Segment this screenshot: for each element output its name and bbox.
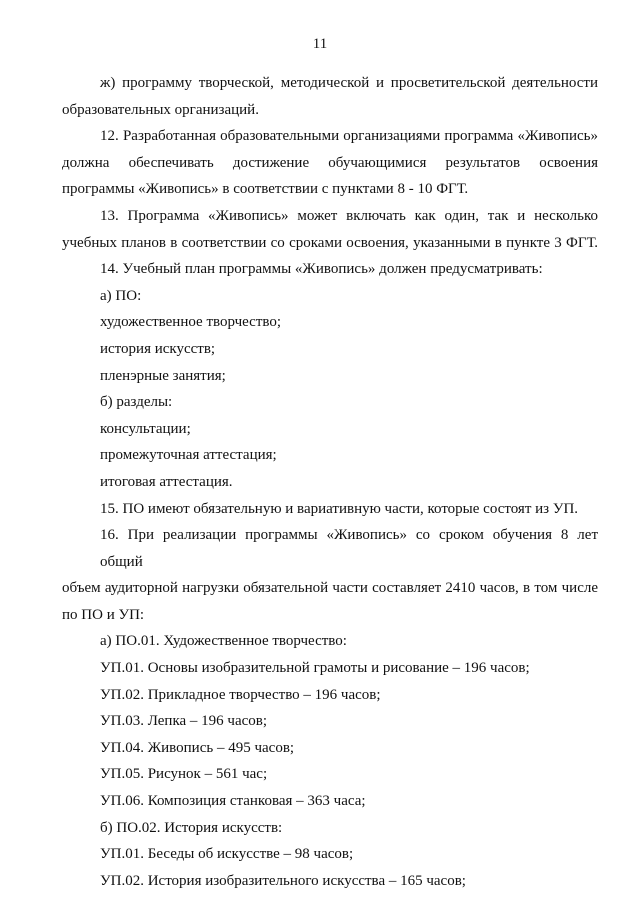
text-line: ж) программу творческой, методической и просветительской деятельности: [100, 75, 598, 91]
text-line: УП.06. Композиция станковая – 363 часа;: [100, 793, 366, 810]
text-line: 12. Разработанная образовательными организациями программа «Живопись»: [100, 128, 598, 145]
text-line: 15. ПО имеют обязательную и вариативную части, которые состоят из УП.: [100, 500, 579, 517]
text-line: а) ПО.01. Художественное творчество:: [100, 633, 347, 650]
text-line: промежуточная аттестация;: [100, 447, 277, 464]
text-line: УП.01. Беседы об искусстве – 98 часов;: [100, 846, 354, 863]
text-line: УП.04. Живопись – 495 часов;: [100, 739, 295, 756]
document-body: [62, 70, 598, 894]
text-line: а) ПО:: [100, 287, 142, 304]
text-line: УП.03. Лепка – 196 часов;: [100, 713, 268, 730]
text-line: образовательных организаций.: [62, 101, 259, 118]
text-line: история искусств;: [100, 340, 216, 357]
text-line: художественное творчество;: [100, 314, 282, 331]
text-line: 14. Учебный план программы «Живопись» должен предусматривать:: [100, 261, 543, 278]
text-line: б) ПО.02. История искусств:: [100, 819, 283, 836]
text-line: 16. При реализации программы «Живопись» со сроком обучения 8 лет общий: [100, 527, 598, 570]
text-line: 13. Программа «Живопись» может включать как один, так и несколько: [100, 207, 598, 224]
text-line: итоговая аттестация.: [100, 473, 233, 490]
text-line: должна обеспечивать достижение обучающимися результатов освоения: [62, 154, 598, 171]
text-line: УП.01. Основы изобразительной грамоты и рисование – 196 часов;: [100, 660, 530, 677]
text-line: УП.02. История изобразительного искусства – 165 часов;: [100, 872, 466, 889]
text-line: УП.05. Рисунок – 561 час;: [100, 766, 268, 783]
text-line: учебных планов в соответствии со сроками освоения, указанными в пункте 3 ФГТ.: [62, 234, 598, 251]
text-line: консультации;: [100, 420, 191, 437]
text-line: пленэрные занятия;: [100, 367, 226, 384]
text-line: УП.02. Прикладное творчество – 196 часов;: [100, 686, 381, 703]
text-line: объем аудиторной нагрузки обязательной части составляет 2410 часов, в том числе: [62, 580, 598, 597]
page-number: 11: [312, 36, 328, 52]
text-line: по ПО и УП:: [62, 606, 145, 623]
text-line: программы «Живопись» в соответствии с пунктами 8 - 10 ФГТ.: [62, 181, 469, 198]
text-line: б) разделы:: [100, 394, 173, 411]
